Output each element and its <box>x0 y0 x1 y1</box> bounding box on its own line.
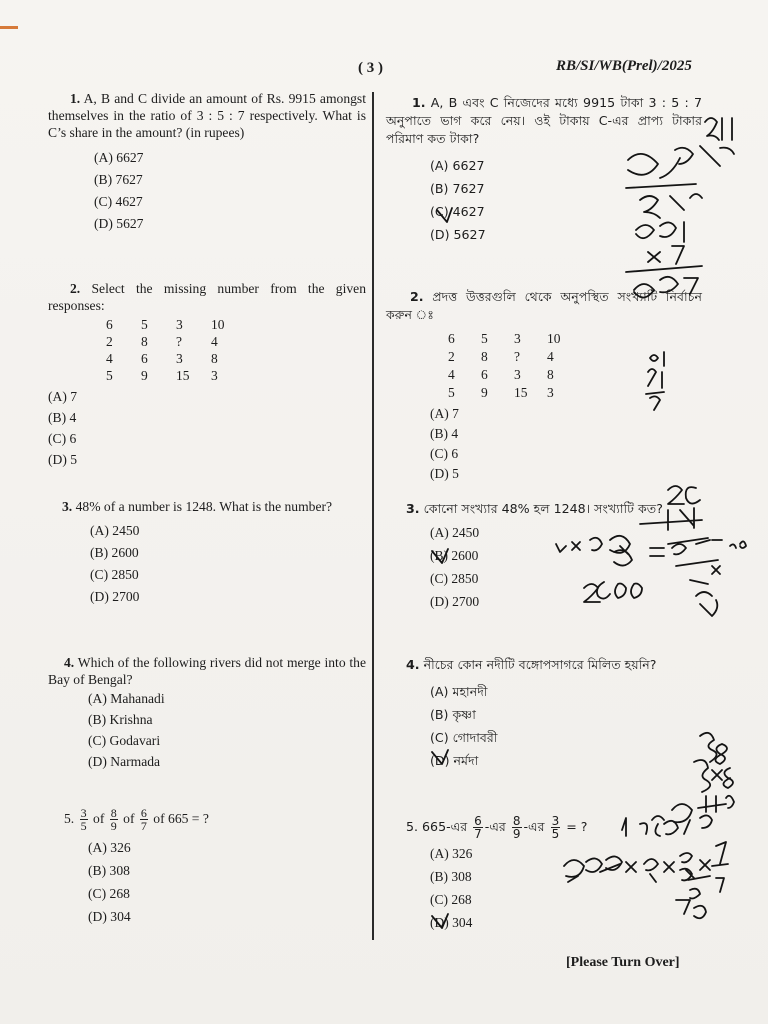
grid-cell: 5 <box>106 368 113 383</box>
answer-tick-q5 <box>432 914 448 928</box>
option-c[interactable]: (C) 2850 <box>430 571 479 586</box>
question-text: 665-এর <box>422 819 468 834</box>
question-number: 3. <box>406 501 420 516</box>
option-b[interactable]: (B) 308 <box>88 863 130 878</box>
option-b[interactable]: (B) 2600 <box>430 548 479 563</box>
word-of: of <box>123 811 135 826</box>
question-text: of 665 = ? <box>153 811 209 826</box>
option-b[interactable]: (B) 4 <box>48 410 77 425</box>
option-a[interactable]: (A) 2450 <box>90 523 140 538</box>
answer-tick-q3 <box>432 549 448 563</box>
grid-cell: 2 <box>106 334 113 349</box>
option-c[interactable]: (C) 4627 <box>430 204 485 219</box>
option-d[interactable]: (D) 5627 <box>430 227 486 242</box>
option-b[interactable]: (B) 2600 <box>90 545 139 560</box>
grid-cell: 6 <box>141 351 148 366</box>
question-number: 4. <box>406 657 420 672</box>
option-d[interactable]: (D) 304 <box>88 909 131 924</box>
question-text: = ? <box>566 819 588 834</box>
option-a[interactable]: (A) Mahanadi <box>88 691 165 706</box>
grid-cell: 5 <box>141 317 148 332</box>
option-a[interactable]: (A) 326 <box>88 840 131 855</box>
fraction: $\frac{8}{9}$ <box>512 814 521 841</box>
grid-cell: ? <box>514 349 520 364</box>
option-c[interactable]: (C) 268 <box>430 892 472 907</box>
grid-cell: 5 <box>481 331 488 346</box>
question-text: প্রদত্ত উত্তরগুলি থেকে অনুপস্থিত সংখ্যাটি নির্বাচন করুন ঃ <box>386 289 702 322</box>
grid-cell: 3 <box>514 367 521 382</box>
option-d[interactable]: (D) 5 <box>430 466 459 481</box>
question-text: Select the missing number from the given responses: <box>48 281 366 313</box>
grid-cell: 10 <box>547 331 561 346</box>
exam-code: RB/SI/WB(Prel)/2025 <box>556 58 692 74</box>
question-number: 5. <box>406 819 419 834</box>
grid-cell: 6 <box>481 367 488 382</box>
question-text: নীচের কোন নদীটি বঙ্গোপসাগরে মিলিত হয়নি? <box>423 657 657 672</box>
word-er: -এর <box>523 819 545 834</box>
grid-cell: 6 <box>106 317 113 332</box>
option-d[interactable]: (D) 2700 <box>430 594 480 609</box>
grid-cell: 4 <box>448 367 455 382</box>
grid-cell: 10 <box>211 317 225 332</box>
option-a[interactable]: (A) 6627 <box>430 158 485 173</box>
question-number: 2. <box>410 289 424 304</box>
turn-over-note: [Please Turn Over] <box>566 955 680 970</box>
option-c[interactable]: (C) 4627 <box>94 194 143 209</box>
grid-cell: 3 <box>176 351 183 366</box>
grid-cell: 8 <box>141 334 148 349</box>
answer-tick-q1 <box>437 208 452 222</box>
fraction: $\frac{3}{5}$ <box>80 806 87 834</box>
question-number: 1. <box>70 91 81 106</box>
grid-cell: 8 <box>481 349 488 364</box>
option-b[interactable]: (B) 7627 <box>94 172 143 187</box>
question-number: 1. <box>412 95 426 110</box>
grid-cell: 5 <box>448 385 455 400</box>
option-a[interactable]: (A) 7 <box>430 406 459 421</box>
fraction: $\frac{8}{9}$ <box>110 806 117 834</box>
option-a[interactable]: (A) 326 <box>430 846 473 861</box>
grid-cell: 8 <box>211 351 218 366</box>
option-d[interactable]: (D) নর্মদা <box>430 753 479 768</box>
grid-cell: 3 <box>211 368 218 383</box>
question-number: 5. <box>64 811 75 826</box>
option-c[interactable]: (C) গোদাবরী <box>430 730 498 745</box>
question-text: A, B এবং C নিজেদের মধ্যে 9915 টাকা 3 : 5 : 7 অনুপাতে ভাগ করে নেয়। ওই টাকায় C-এর প্রাপ্য টাকার পরিমাণ কত টাকা? <box>386 95 702 146</box>
question-number: 2. <box>70 281 81 296</box>
option-c[interactable]: (C) 6 <box>48 431 77 446</box>
option-d[interactable]: (D) Narmada <box>88 754 161 769</box>
option-d[interactable]: (D) 5 <box>48 452 78 467</box>
option-d[interactable]: (D) 5627 <box>94 216 144 231</box>
grid-cell: 3 <box>176 317 183 332</box>
question-text: 48% of a number is 1248. What is the number? <box>75 499 333 514</box>
question-text: কোনো সংখ্যার 48% হল 1248। সংখ্যাটি কত? <box>423 501 663 516</box>
grid-cell: 4 <box>211 334 218 349</box>
grid-cell: 3 <box>547 385 554 400</box>
page-number: ( 3 ) <box>358 60 383 76</box>
option-b[interactable]: (B) 4 <box>430 426 459 441</box>
option-d[interactable]: (D) 304 <box>430 915 473 930</box>
question-number: 4. <box>64 655 75 670</box>
option-c[interactable]: (C) 268 <box>88 886 130 901</box>
option-c[interactable]: (C) 6 <box>430 446 459 461</box>
question-text: A, B and C divide an amount of Rs. 9915 amongst themselves in the ratio of 3 : 5 : 7 respectively. What is C’s share in the amount? (in rupees) <box>48 91 366 140</box>
grid-cell: 8 <box>547 367 554 382</box>
grid-cell: 9 <box>481 385 488 400</box>
option-a[interactable]: (A) মহানদী <box>430 684 488 699</box>
option-b[interactable]: (B) 308 <box>430 869 472 884</box>
option-d[interactable]: (D) 2700 <box>90 589 140 604</box>
grid-cell: 4 <box>106 351 113 366</box>
fraction: $\frac{3}{5}$ <box>551 814 560 841</box>
grid-cell: ? <box>176 334 182 349</box>
option-a[interactable]: (A) 2450 <box>430 525 480 540</box>
grid-cell: 3 <box>514 331 521 346</box>
word-er: -এর <box>484 819 506 834</box>
option-b[interactable]: (B) 7627 <box>430 181 485 196</box>
grid-cell: 15 <box>176 368 190 383</box>
question-number: 3. <box>62 499 73 514</box>
answer-tick-q4 <box>432 750 448 764</box>
question-text: Which of the following rivers did not merge into the Bay of Bengal? <box>48 655 367 687</box>
grid-cell: 4 <box>547 349 554 364</box>
grid-cell: 15 <box>514 385 528 400</box>
grid-cell: 9 <box>141 368 148 383</box>
option-b[interactable]: (B) Krishna <box>88 712 153 727</box>
word-of: of <box>93 811 105 826</box>
option-b[interactable]: (B) কৃষ্ণা <box>430 707 476 722</box>
grid-cell: 6 <box>448 331 455 346</box>
option-c[interactable]: (C) Godavari <box>88 733 161 748</box>
option-c[interactable]: (C) 2850 <box>90 567 139 582</box>
fraction: $\frac{6}{7}$ <box>140 806 147 834</box>
option-a[interactable]: (A) 6627 <box>94 150 144 165</box>
fraction: $\frac{6}{7}$ <box>474 814 482 841</box>
grid-cell: 2 <box>448 349 455 364</box>
option-a[interactable]: (A) 7 <box>48 389 78 404</box>
